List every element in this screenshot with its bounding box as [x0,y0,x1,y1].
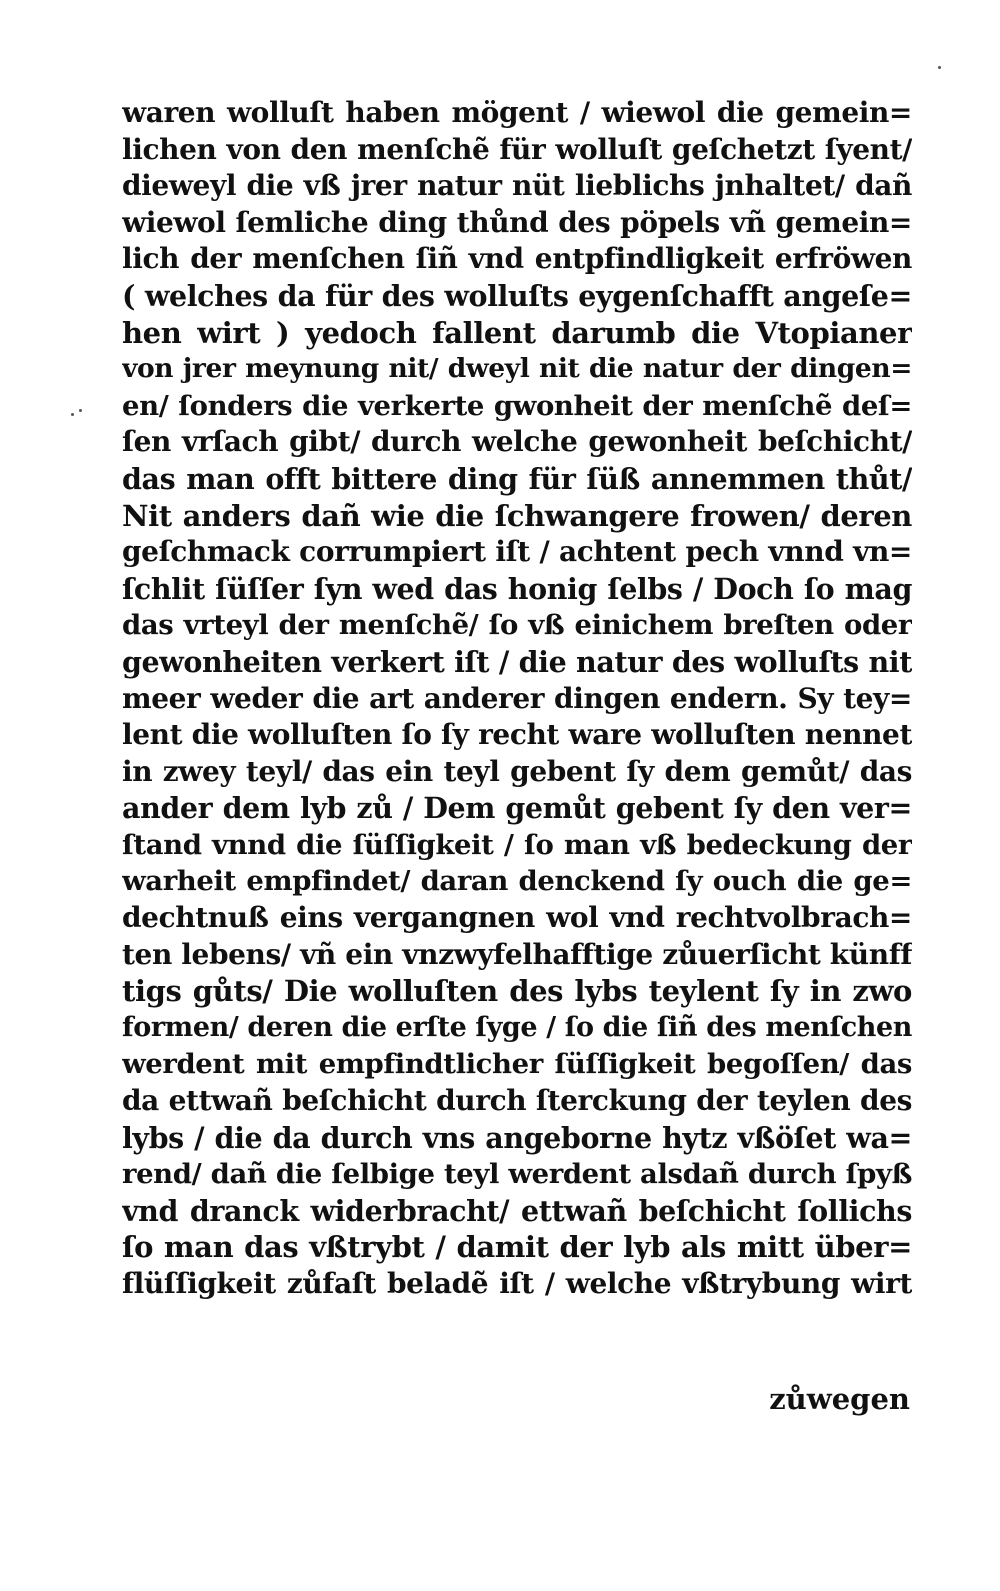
text-line: lent die wolluſten ſo ſy recht ware wolluſten nennet [122,718,912,752]
text-line: Nit anders dañ wie die ſchwangere frowen/ deren [122,498,912,533]
text-line: ſchlit ſüſſer ſyn wed das honig ſelbs / Doch ſo mag [122,571,912,606]
text-line: ſtand vnnd die ſüſſigkeit / ſo man vß bedeckung der [122,828,912,861]
text-line: rend/ dañ die ſelbige teyl werdent alsdañ durch ſpyß [122,1158,912,1191]
scan-speck [71,413,74,416]
text-line: geſchmack corrumpiert iſt / achtent pech vnnd vn= [122,535,912,569]
text-line: dechtnuß eins vergangnen wol vnd rechtvolbrach= [122,901,912,935]
text-line: gewonheiten verkert iſt / die natur des wolluſts nit [122,644,912,679]
text-line: tigs gůts/ Die wolluſten des lybs teylent ſy in zwo [122,974,912,1009]
text-line: dieweyl die vß jrer natur nüt lieblichs jnhaltet/ dañ [122,169,912,203]
text-line: hen wirt ) yedoch fallent darumb die Vtopianer [122,315,912,350]
text-line: waren wolluſt haben mögent / wiewol die gemein= [122,96,912,129]
body-text [122,95,912,1303]
text-line: lichen von den menſchẽ für wolluſt geſchetzt ſyent/ [122,132,912,166]
text-line: ander dem lyb zů / Dem gemůt gebent ſy den ver= [122,791,912,826]
text-line: wiewol ſemliche ding thůnd des pöpels vñ gemein= [122,205,912,239]
text-line: en/ ſonders die verkerte gwonheit der menſchẽ deſ= [122,389,912,422]
text-line: warheit empfindet/ daran denckend ſy ouch die ge= [122,865,912,898]
text-line: das man offt bittere ding für ſüß annemmen thůt/ [122,461,912,496]
text-line: werdent mit empfindtlicher ſüſſigkeit begoſſen/ das [122,1048,912,1081]
scan-speck [938,66,941,69]
text-line: vnd dranck widerbracht/ ettwañ beſchicht ſollichs [122,1193,912,1228]
text-line: ( welches da für des wolluſts eygenſchafft angeſe= [122,278,912,313]
scan-speck [79,409,82,412]
text-line: ten lebens/ vñ ein vnzwyfelhafftige zůuerſicht künff [122,937,912,971]
text-line: ſo man das vßtrybt / damit der lyb als mitt über= [122,1230,912,1265]
text-line: meer weder die art anderer dingen endern. Sy tey= [122,681,912,715]
text-line: lybs / die da durch vns angeborne hytz vßöſet wa= [122,1120,912,1155]
text-line: das vrteyl der menſchẽ/ ſo vß einichem breſten oder [122,609,912,642]
text-line: da ettwañ beſchicht durch ſterckung der teylen des [122,1084,912,1118]
text-line: in zwey teyl/ das ein teyl gebent ſy dem gemůt/ das [122,754,912,788]
text-line: formen/ deren die erſte ſyge / ſo die ſiñ des menſchen [122,1011,912,1043]
text-line: flüſſigkeit zůfaſt beladẽ iſt / welche vßtrybung wirt [122,1267,912,1300]
catchword: zůwegen [769,1382,910,1416]
text-line: ſen vrſach gibt/ durch welche gewonheit beſchicht/ [122,425,912,459]
text-line: lich der menſchen ſiñ vnd entpfindligkeit erfröwen [122,242,912,276]
text-line: von jrer meynung nit/ dweyl nit die natur der dingen= [122,353,912,385]
